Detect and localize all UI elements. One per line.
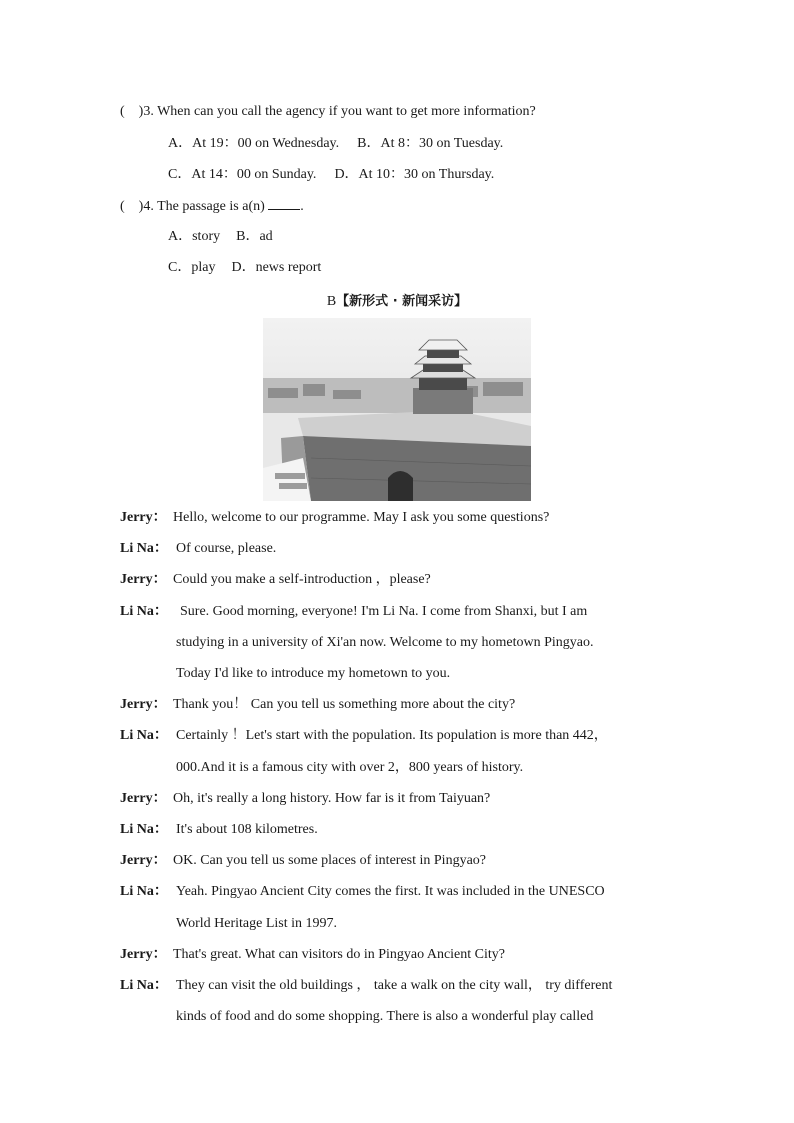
dialogue-line: Yeah. Pingyao Ancient City comes the first. It was included in the UNESCO: [176, 884, 605, 899]
dialogue-line: Could you make a self-introduction ，please?: [173, 572, 431, 587]
pingyao-city-wall-photo: [263, 318, 531, 501]
question-text: 3. When can you call the agency if you want to get more information?: [143, 104, 536, 119]
dialogue-line: Hello, welcome to our programme. May I ask you some questions?: [173, 510, 550, 525]
question-3-options-row-1: [168, 135, 503, 153]
option-c: C．At 14：00 on Sunday.: [168, 167, 317, 182]
speaker-label: Li Na：: [120, 822, 168, 837]
speaker-label: Li Na：: [120, 884, 168, 899]
dialogue-line: Sure. Good morning, everyone! I'm Li Na. I come from Shanxi, but I am: [180, 604, 588, 619]
speaker-label: Jerry：: [120, 510, 167, 525]
dialogue-line: studying in a university of Xi'an now. Welcome to my hometown Pingyao.: [176, 635, 594, 650]
speaker-label: Jerry：: [120, 697, 167, 712]
option-d: D．news report: [231, 260, 322, 275]
dialogue-line: It's about 108 kilometres.: [176, 822, 318, 837]
question-4: ( )4. The passage is a(n) .: [120, 199, 304, 214]
option-b: B．At 8：30 on Tuesday.: [357, 136, 504, 151]
dialogue-line: World Heritage List in 1997.: [176, 916, 338, 931]
dialogue-line: Of course, please.: [176, 541, 277, 556]
section-tag: 【新形式 · 新闻采访】: [336, 294, 468, 309]
dialogue-line: That's great. What can visitors do in Pingyao Ancient City?: [173, 947, 505, 962]
dialogue-line: Certainly ！Let's start with the population. Its population is more than 442，: [176, 728, 608, 743]
answer-bracket-close: ): [138, 104, 144, 119]
speaker-label: Li Na：: [120, 604, 168, 619]
question-4-options-row-2: [168, 259, 321, 277]
answer-blank: [268, 197, 300, 210]
option-a: A．At 19：00 on Wednesday.: [168, 136, 340, 151]
option-a: A．story: [168, 229, 221, 244]
answer-bracket-open: (: [120, 199, 125, 214]
dialogue-line: Today I'd like to introduce my hometown to you.: [176, 666, 451, 681]
speaker-label: Li Na：: [120, 728, 168, 743]
question-text: 4. The passage is a(n): [143, 199, 265, 214]
speaker-label: Jerry：: [120, 791, 167, 806]
dialogue-line: OK. Can you tell us some places of interest in Pingyao?: [173, 853, 486, 868]
question-3-options-row-2: [168, 166, 494, 184]
option-b: B．ad: [236, 229, 273, 244]
answer-bracket-close: ): [138, 199, 144, 214]
option-c: C．play: [168, 260, 216, 275]
dialogue-line: Thank you！ Can you tell us something more about the city?: [173, 697, 516, 712]
option-d: D．At 10：30 on Thursday.: [334, 167, 495, 182]
dialogue-line: 000.And it is a famous city with over 2，800 years of history.: [176, 760, 524, 775]
dialogue-line: They can visit the old buildings ， take a walk on the city wall， try different: [176, 978, 613, 993]
speaker-label: Jerry：: [120, 572, 167, 587]
question-3: [120, 103, 536, 121]
answer-bracket-open: (: [120, 104, 125, 119]
speaker-label: Jerry：: [120, 947, 167, 962]
speaker-label: Li Na：: [120, 541, 168, 556]
dialogue-line: Oh, it's really a long history. How far is it from Taiyuan?: [173, 791, 491, 806]
section-letter: B: [326, 294, 337, 309]
section-b-title: [0, 290, 794, 310]
speaker-label: Jerry：: [120, 853, 167, 868]
dialogue-line: kinds of food and do some shopping. There is also a wonderful play called: [176, 1009, 594, 1024]
speaker-label: Li Na：: [120, 978, 168, 993]
question-4-options-row-1: [168, 228, 273, 246]
